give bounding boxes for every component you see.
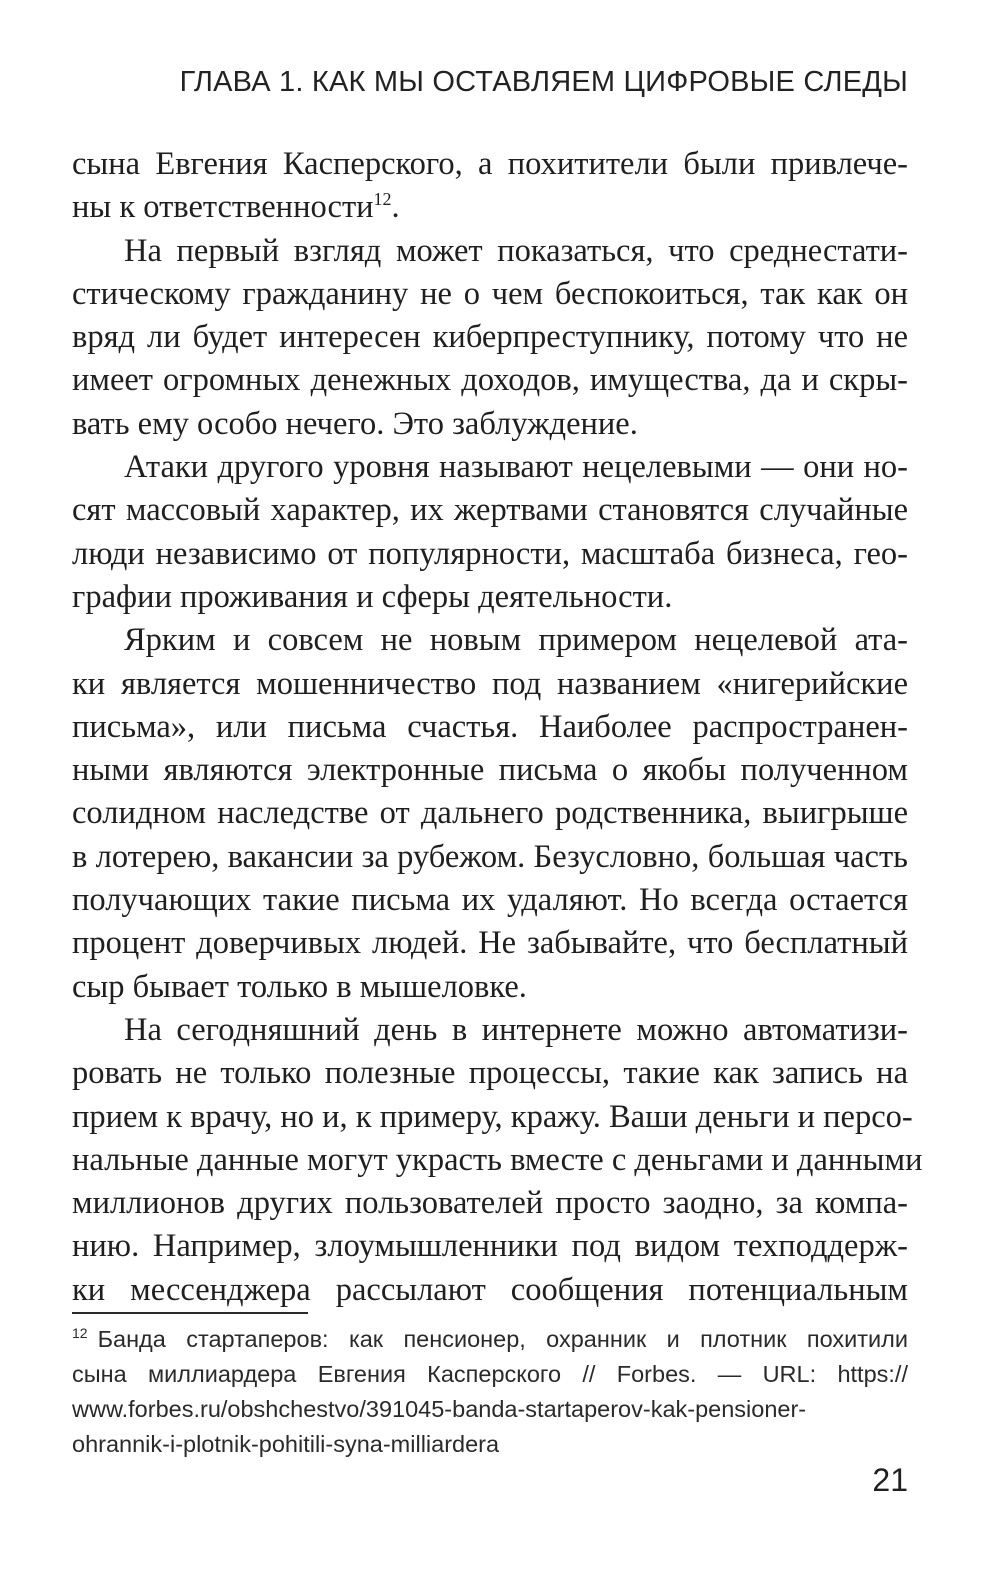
- text-line: прием к врачу, но и, к примеру, кражу. Ваши деньги и персо-: [72, 1098, 913, 1135]
- text-line: миллионов других пользователей просто заодно, за компа-: [72, 1185, 908, 1222]
- footnote: [72, 1322, 908, 1462]
- paragraph-start-line: Ярким и совсем не новым примером нецелевой ата-: [124, 622, 908, 659]
- footnote-number: 12: [72, 1325, 88, 1342]
- text-fragment: .: [391, 189, 400, 226]
- text-line: ки мессенджера рассылают сообщения потенциальным: [72, 1271, 908, 1308]
- text-line: сыр бывает только в мышеловке.: [72, 968, 527, 1005]
- text-line: процент доверчивых людей. Не забывайте, что бесплатный: [72, 925, 908, 962]
- text-line-with-footnote: [72, 186, 908, 229]
- footnote-text: Банда стартаперов: как пенсионер, охранник и плотник похитили: [97, 1326, 908, 1352]
- text-line: ными являются электронные письма о якобы полученном: [72, 752, 908, 789]
- text-line: вряд ли будет интересен киберпреступнику, потому что не: [72, 319, 908, 356]
- paragraph-start-line: Атаки другого уровня называют нецелевыми — они но-: [124, 449, 908, 486]
- text-line: сят массовый характер, их жертвами становятся случайные: [72, 492, 908, 529]
- text-line: ки является мошенничество под названием «нигерийские: [72, 665, 908, 702]
- text-line: письма», или письма счастья. Наиболее распространен-: [72, 708, 908, 745]
- text-line: ровать не только полезные процессы, такие как запись на: [72, 1055, 908, 1092]
- text-line: люди независимо от популярности, масштаба бизнеса, гео-: [72, 535, 908, 572]
- footnote-line: сына миллиардера Евгения Касперского // Forbes. — URL: https://: [72, 1361, 908, 1387]
- text-line: нальные данные могут украсть вместе с деньгами и данными: [72, 1141, 923, 1178]
- text-line: в лотерею, вакансии за рубежом. Безусловно, большая часть: [72, 838, 908, 875]
- paragraph-start-line: На сегодняшний день в интернете можно автоматизи-: [124, 1011, 908, 1048]
- text-line: графии проживания и сферы деятельности.: [72, 578, 673, 615]
- text-line: вать ему особо нечего. Это заблуждение.: [72, 405, 638, 442]
- main-text: [72, 143, 923, 1312]
- text-fragment: ны к ответственности: [72, 189, 374, 226]
- footnote-divider: [72, 1312, 308, 1314]
- text-line: стическому гражданину не о чем беспокоиться, так как он: [72, 275, 908, 312]
- text-line: нию. Например, злоумышленники под видом техподдерж-: [72, 1228, 908, 1265]
- running-header: ГЛАВА 1. КАК МЫ ОСТАВЛЯЕМ ЦИФРОВЫЕ СЛЕДЫ: [179, 66, 908, 98]
- text-line: имеет огромных денежных доходов, имущества, да и скры-: [72, 362, 908, 399]
- page-number: 21: [872, 1462, 908, 1498]
- text-line: получающих такие письма их удаляют. Но всегда остается: [72, 882, 908, 919]
- footnote-reference[interactable]: 12: [373, 189, 392, 210]
- paragraph-start-line: На первый взгляд может показаться, что среднестати-: [124, 232, 908, 269]
- text-line: солидном наследстве от дальнего родственника, выигрыше: [72, 795, 908, 832]
- footnote-url-line[interactable]: ohrannik-i-plotnik-pohitili-syna-milliardera: [72, 1431, 500, 1457]
- footnote-url-line[interactable]: www.forbes.ru/obshchestvo/391045-banda-startaperov-kak-pensioner-: [72, 1396, 807, 1422]
- footnote-line: [72, 1322, 908, 1357]
- text-line: сына Евгения Касперского, а похитители были привлече-: [72, 146, 908, 182]
